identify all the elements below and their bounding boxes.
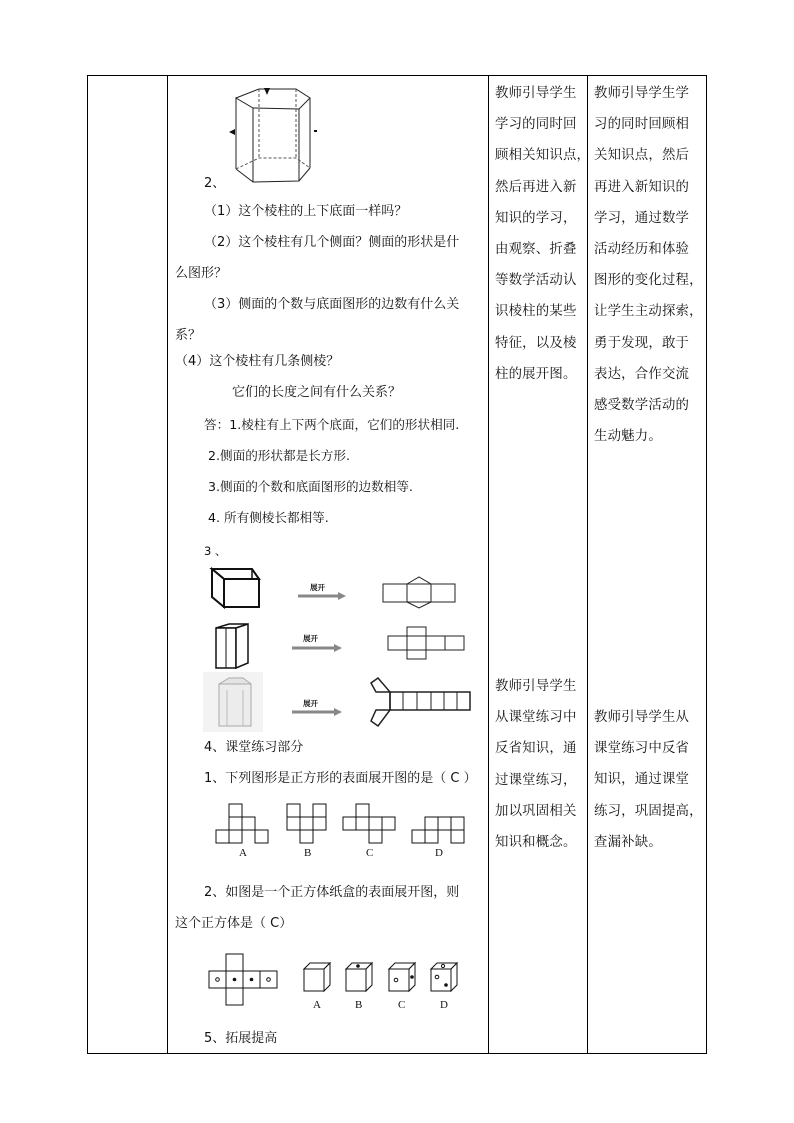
cube-net-option-d [412,803,468,845]
unfold-label-2: 展开 [303,634,318,643]
cube-option-b [345,962,375,994]
design-intent-col3-block-2: 教师引导学生 从课堂练习中 反省知识，通 过课堂练习， 加以巩固相关 知识和概念。 [495,679,577,851]
dotted-cube-net-figure [208,953,280,1009]
ex1-option-b-label: B [304,847,312,859]
cube-option-d [430,962,460,994]
unfold-label-3: 展开 [303,699,318,708]
quadrangular-prism-figure [214,623,252,669]
hexagonal-prism-figure [226,84,316,188]
exercise-1: 1、下列图形是正方形的表面展开图的是（ C ） [204,771,477,786]
hexagonal-prism-net [368,676,478,728]
question-3-line-2: 系？ [175,328,202,343]
ex2-option-c-label: C [398,999,406,1011]
cube-net-option-c [343,803,399,845]
question-3-line-1: （3）侧面的个数与底面图形的边数有什么关 [204,297,460,312]
unfold-arrow-1-icon [298,592,348,600]
unfold-label-1: 展开 [310,583,325,592]
column-divider-1 [167,76,168,1053]
ex1-option-d-label: D [435,847,443,859]
ex2-option-b-label: B [355,999,363,1011]
item-4-title: 4、课堂练习部分 [204,740,304,755]
item-3-number: 3 、 [204,544,227,558]
ex1-option-a-label: A [239,847,247,859]
exercise-2-line-1: 2、如图是一个正方体纸盒的表面展开图，则 [204,885,460,900]
question-4-sub: 它们的长度之间有什么关系？ [232,385,402,400]
cube-option-a [303,962,333,994]
quadrangular-prism-net [386,626,468,660]
answer-2: 2.侧面的形状都是长方形. [208,448,350,463]
cube-option-c [388,962,418,994]
unfold-arrow-2-icon [292,644,344,652]
ex2-option-a-label: A [313,999,321,1011]
item-5-title: 5、拓展提高 [204,1031,278,1046]
answer-4: 4. 所有侧棱长都相等. [208,510,329,525]
cube-net-option-a [216,803,270,845]
ex1-option-c-label: C [366,847,374,859]
question-2-line-1: （2）这个棱柱有几个侧面？侧面的形状是什 [204,235,460,250]
cube-net-option-b [287,803,329,845]
column-divider-2 [488,76,489,1053]
question-2-line-2: 么图形？ [175,266,228,281]
item-2-number: 2、 [204,176,226,191]
answer-1: 答：1.棱柱有上下两个底面，它们的形状相同. [204,417,460,432]
answer-3: 3.侧面的个数和底面图形的边数相等. [208,479,413,494]
exercise-2-line-2: 这个正方体是（ C） [175,916,293,931]
hexagonal-prism-photo-figure [203,672,263,732]
design-intent-col4-block-1: 教师引导学生学 习的同时回顾相 关知识点，然后 再进入新知识的 学习，通过数学 活动经历和体验 图形的变化过程， 让学生主动探索， 勇于发现，敢于 表达，合作交流 感受数学活动的 生动魅力。 [594,86,703,445]
question-1: （1）这个棱柱的上下底面一样吗？ [204,204,408,219]
ex2-option-d-label: D [440,999,448,1011]
design-intent-col4-block-2: 教师引导学生从 课堂练习中反省 知识，通过课堂 练习，巩固提高， 查漏补缺。 [594,710,703,850]
unfold-arrow-3-icon [292,708,344,716]
triangular-prism-figure [210,567,262,609]
question-4: （4）这个棱柱有几条侧棱？ [175,354,340,369]
triangular-prism-net [381,576,461,608]
design-intent-col3-block-1: 教师引导学生 学习的同时回 顾相关知识点， 然后再进入新 知识的学习， 由观察、折叠 等数学活动认 识棱柱的某些 特征，以及棱 柱的展开图。 [495,86,591,382]
